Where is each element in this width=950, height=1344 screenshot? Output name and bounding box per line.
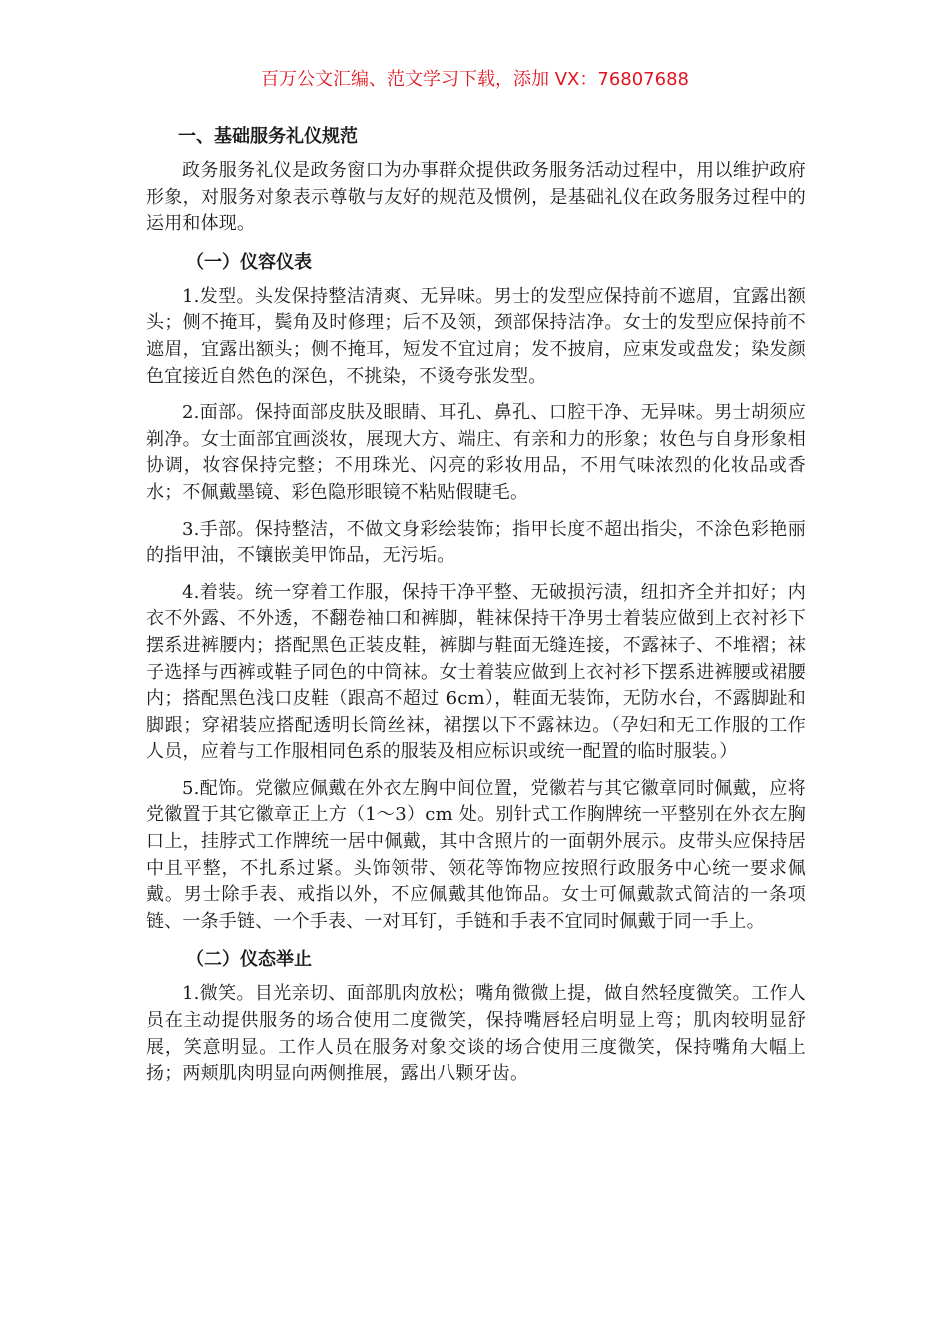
- section-title: 一、基础服务礼仪规范: [178, 126, 358, 147]
- subsection-title-demeanor: （二）仪态举止: [186, 949, 312, 971]
- paragraph-accessories: 5.配饰。党徽应佩戴在外衣左胸中间位置，党徽若与其它徽章同时佩戴，应将党徽置于其它徽章正上方（1～3）cm 处。别针式工作胸牌统一平整别在外衣左胸口上，挂脖式工作牌统一居中佩戴，其中含照片的一面朝外展示。皮带头应保持居中且平整，不扎系过紧。头饰领带、领花等饰物应按照行政服务中心统一要求佩戴。男士除手表、戒指以外，不应佩戴其他饰品。女士可佩戴款式简洁的一条项链、一条手链、一个手表、一对耳钉，手链和手表不宜同时佩戴于同一手上。: [146, 777, 806, 932]
- paragraph-hands: 3.手部。保持整洁，不做文身彩绘装饰；指甲长度不超出指尖，不涂色彩艳丽的指甲油，不镶嵌美甲饰品，无污垢。: [146, 518, 806, 567]
- document-body: [146, 122, 806, 1098]
- paragraph-smile: 1.微笑。目光亲切、面部肌肉放松；嘴角微微上提，做自然轻度微笑。工作人员在主动提供服务的场合使用二度微笑，保持嘴唇轻启明显上弯；肌肉较明显舒展，笑意明显。工作人员在服务对象交谈的场合使用三度微笑，保持嘴角大幅上扬；两颊肌肉明显向两侧推展，露出八颗牙齿。: [146, 983, 806, 1085]
- subsection-title-appearance: （一）仪容仪表: [186, 251, 312, 273]
- paragraph-face: 2.面部。保持面部皮肤及眼睛、耳孔、鼻孔、口腔干净、无异味。男士胡须应剃净。女士面部宜画淡妆，展现大方、端庄、有亲和力的形象；妆色与自身形象相协调，妆容保持完整；不用珠光、闪亮的彩妆用品，不用气味浓烈的化妆品或香水；不佩戴墨镜、彩色隐形眼镜不粘贴假睫毛。: [146, 402, 806, 503]
- header-banner: 百万公文汇编、范文学习下载，添加 VX：76807688: [261, 69, 689, 90]
- section-intro: 政务服务礼仪是政务窗口为办事群众提供政务服务活动过程中，用以维护政府形象，对服务对象表示尊敬与友好的规范及惯例，是基础礼仪在政务服务过程中的运用和体现。: [146, 160, 806, 235]
- paragraph-attire: 4.着装。统一穿着工作服，保持干净平整、无破损污渍，纽扣齐全并扣好；内衣不外露、不外透，不翻卷袖口和裤脚，鞋袜保持干净男士着装应做到上衣衬衫下摆系进裤腰内；搭配黑色正装皮鞋，裤脚与鞋面无缝连接，不露袜子、不堆褶；袜子选择与西裤或鞋子同色的中筒袜。女士着装应做到上衣衬衫下摆系进裤腰或裙腰内；搭配黑色浅口皮鞋（跟高不超过 6cm），鞋面无装饰，无防水台，不露脚趾和脚跟；穿裙装应搭配透明长筒丝袜，裙摆以下不露袜边。（孕妇和无工作服的工作人员，应着与工作服相同色系的服装及相应标识或统一配置的临时服装。）: [146, 581, 806, 763]
- paragraph-hairstyle: 1.发型。头发保持整洁清爽、无异味。男士的发型应保持前不遮眉，宜露出额头；侧不掩耳，鬓角及时修理；后不及领，颈部保持洁净。女士的发型应保持前不遮眉，宜露出额头；侧不掩耳，短发不宜过肩；发不披肩，应束发或盘发；染发颜色宜接近自然色的深色，不挑染，不烫夸张发型。: [146, 285, 806, 387]
